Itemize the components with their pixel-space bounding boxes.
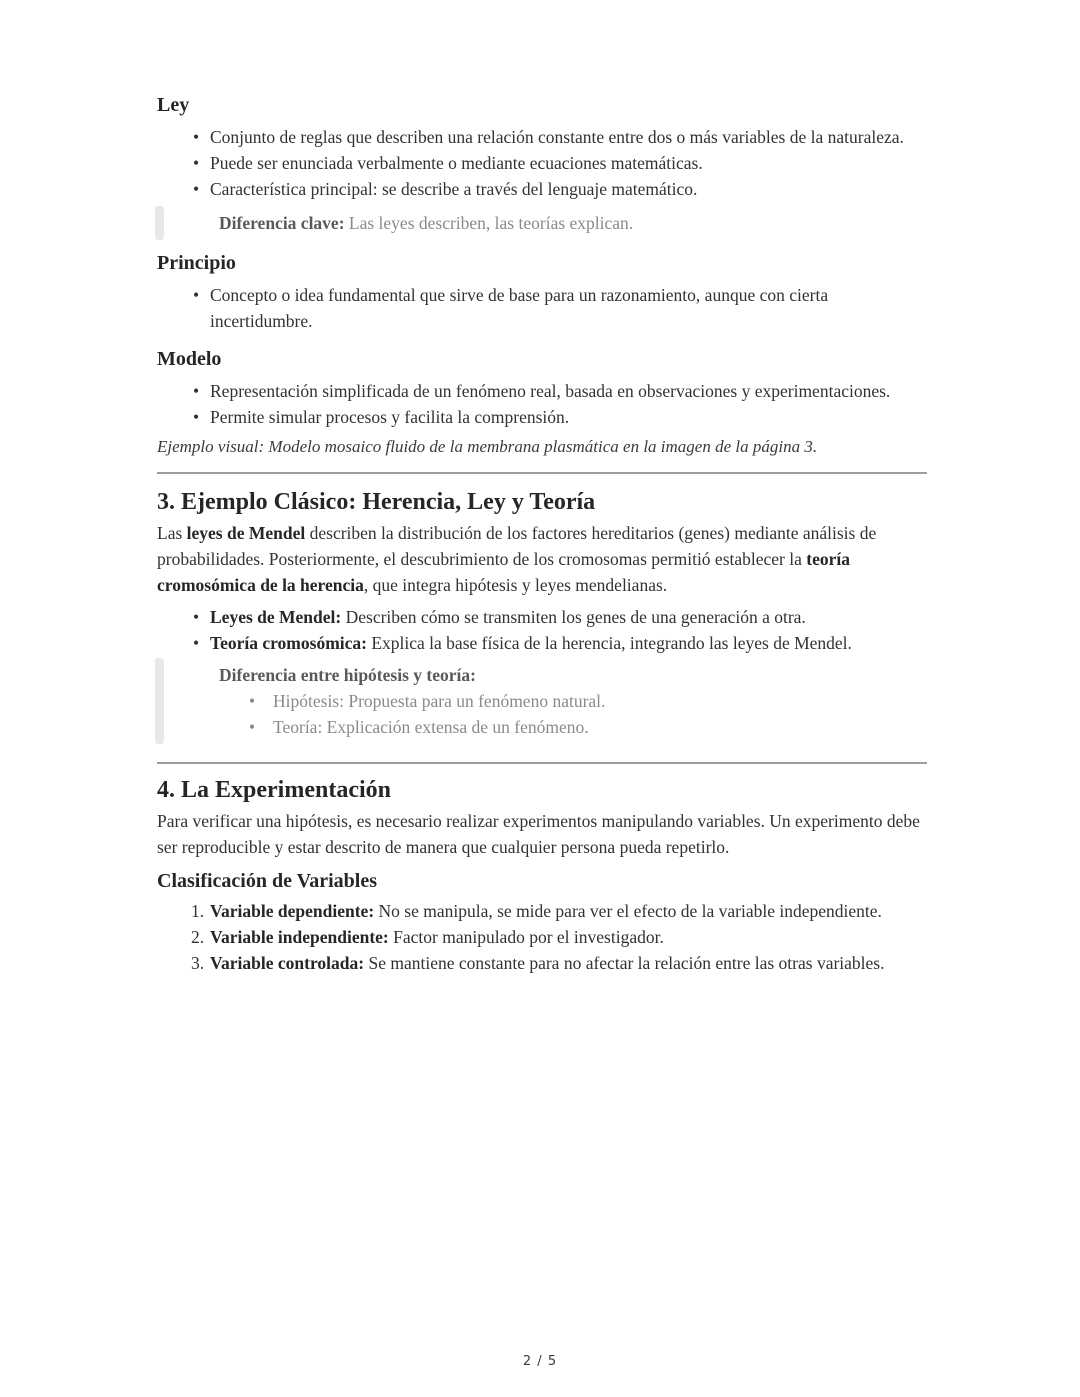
list-modelo [157,378,927,430]
list-item [157,124,927,150]
list-item-rest: Explica la base física de la herencia, integrando las leyes de Mendel. [366,633,852,653]
quote-accent-bar [155,658,164,744]
heading-clasificacion: Clasificación de Variables [157,870,378,892]
paragraph-bold: leyes de Mendel [186,523,306,543]
list-item-text: Teoría: Explicación extensa de un fenómeno. [273,717,589,737]
list-item-text: Conjunto de reglas que describen una relación constante entre dos o más variables de la naturaleza. [210,127,904,147]
list-item [219,714,927,740]
list-item [157,924,927,950]
list-item-text [210,607,806,627]
section-divider [157,472,927,474]
section-4-paragraph: Para verificar una hipótesis, es necesario realizar experimentos manipulando variables. Un experimento debe ser reproducible y estar descrito de manera que cualquier persona pueda repetirlo. [157,811,920,857]
section-3-paragraph [157,520,927,598]
list-item [157,950,927,976]
quote-list [219,688,927,740]
visual-example-note: Ejemplo visual: Modelo mosaico fluido de la membrana plasmática en la imagen de la página 3. [157,437,818,456]
list-item-text [210,953,885,973]
list-ley [157,124,927,202]
list-section-3 [157,604,927,656]
list-item [157,630,927,656]
quote-lead: Diferencia clave: [219,213,345,233]
list-item-lead: Leyes de Mendel: [210,607,342,627]
list-item-lead: Variable dependiente: [210,901,375,921]
list-item [157,898,927,924]
heading-section-4: 4. La Experimentación [157,777,391,803]
callout-hipotesis-teoria [157,658,927,744]
list-item-text [210,633,852,653]
list-item-rest: Factor manipulado por el investigador. [388,927,664,947]
quote-text [219,210,927,236]
bullet-icon: • [193,407,200,427]
bullet-icon: • [193,127,200,147]
heading-principio: Principio [157,252,236,274]
bullet-icon: • [193,607,200,627]
list-item-lead: Teoría cromosómica: [210,633,367,653]
bullet-icon: • [193,381,200,401]
section-divider [157,762,927,764]
list-item-number: 2. [191,927,205,947]
list-item-rest: Se mantiene constante para no afectar la relación entre las otras variables. [364,953,885,973]
list-item [157,282,927,334]
heading-ley: Ley [157,94,190,116]
list-item-text [210,927,664,947]
list-item-rest: No se manipula, se mide para ver el efecto de la variable independiente. [374,901,882,921]
list-item-text: Representación simplificada de un fenómeno real, basada en observaciones y experimentaciones. [210,381,891,401]
list-item [157,150,927,176]
list-principio [157,282,927,334]
page-number: 2 / 5 [522,1354,558,1369]
paragraph-text: describen la distribución de los factores hereditarios (genes) mediante análisis de probabilidades. Posteriormente, el descubrimiento de los cromosomas permitió establecer la [157,523,877,569]
list-item [157,378,927,404]
bullet-icon: • [249,691,256,711]
bullet-icon: • [193,285,200,305]
paragraph-bold: teoría cromosómica de la herencia [157,549,850,595]
list-item-text: Característica principal: se describe a través del lenguaje matemático. [210,179,698,199]
quote-accent-bar [155,206,164,240]
callout-diferencia-clave [157,206,927,240]
quote-heading [219,662,927,688]
list-item-lead: Variable independiente: [210,927,389,947]
bullet-icon: • [193,179,200,199]
list-item-text: Concepto o idea fundamental que sirve de base para un razonamiento, aunque con cierta incertidumbre. [210,285,829,331]
list-item-text: Puede ser enunciada verbalmente o mediante ecuaciones matemáticas. [210,153,703,173]
page-content [157,0,927,976]
quote-rest: Las leyes describen, las teorías explican. [344,213,634,233]
list-clasificacion [157,898,927,976]
paragraph-text: Las [157,523,187,543]
list-item [157,176,927,202]
list-item-number: 3. [191,953,205,973]
bullet-icon: • [249,717,256,737]
list-item-rest: Describen cómo se transmiten los genes de una generación a otra. [341,607,806,627]
list-item-text: Hipótesis: Propuesta para un fenómeno natural. [273,691,606,711]
list-item [157,604,927,630]
heading-section-3: 3. Ejemplo Clásico: Herencia, Ley y Teoría [157,489,596,515]
list-item [157,404,927,430]
bullet-icon: • [193,633,200,653]
list-item-text: Permite simular procesos y facilita la comprensión. [210,407,570,427]
heading-modelo: Modelo [157,348,222,370]
list-item [219,688,927,714]
paragraph-text: , que integra hipótesis y leyes mendelianas. [363,575,668,595]
quote-heading-text: Diferencia entre hipótesis y teoría: [219,665,476,685]
list-item-lead: Variable controlada: [210,953,365,973]
list-item-number: 1. [191,901,205,921]
bullet-icon: • [193,153,200,173]
list-item-text [210,901,882,921]
